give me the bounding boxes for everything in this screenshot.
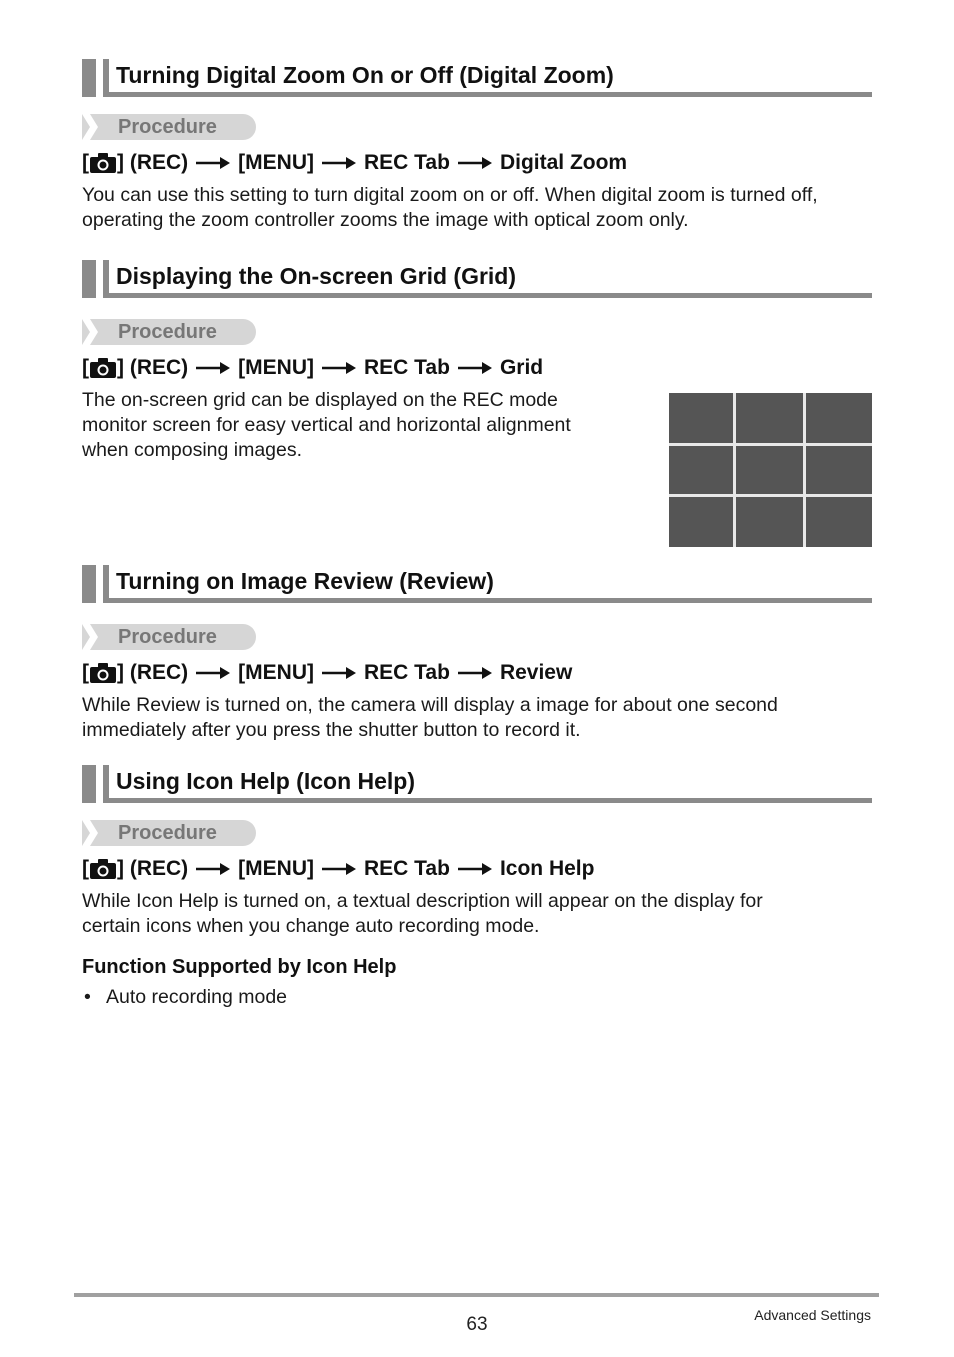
path-menu: [MENU] <box>238 356 314 379</box>
description-line: monitor screen for easy vertical and horizontal alignment <box>82 414 571 436</box>
menu-path <box>82 149 627 177</box>
right-arrow-icon <box>322 361 356 375</box>
section-heading-digital-zoom <box>82 59 872 97</box>
section-title: Using Icon Help (Icon Help) <box>116 768 416 794</box>
right-arrow-icon <box>458 156 492 170</box>
heading-rule <box>109 92 872 97</box>
menu-path <box>82 659 572 687</box>
path-tab: REC Tab <box>363 151 450 174</box>
right-arrow-icon <box>322 156 356 170</box>
procedure-text: Procedure <box>118 116 217 138</box>
right-arrow-icon <box>458 666 492 680</box>
path-menu: [MENU] <box>238 661 314 684</box>
procedure-label <box>82 319 256 345</box>
procedure-text: Procedure <box>118 321 217 343</box>
menu-path <box>82 855 594 883</box>
heading-rule <box>109 293 872 298</box>
grid-line-horizontal <box>669 443 872 446</box>
list-item-text: Auto recording mode <box>106 986 288 1008</box>
procedure-chevron-icon <box>82 319 108 345</box>
path-item: Digital Zoom <box>499 151 628 174</box>
description-line: The on-screen grid can be displayed on the REC mode <box>82 389 558 411</box>
right-arrow-icon <box>196 862 230 876</box>
path-item: Icon Help <box>499 857 595 880</box>
section-description <box>82 183 882 233</box>
footer-rule <box>74 1293 879 1297</box>
path-tab: REC Tab <box>363 857 450 880</box>
section-heading-review <box>82 565 872 603</box>
list-item <box>82 985 682 1010</box>
path-rec: ] (REC) <box>117 356 189 379</box>
heading-bar <box>82 260 96 298</box>
grid-line-vertical <box>733 393 736 547</box>
right-arrow-icon <box>322 666 356 680</box>
camera-icon <box>89 662 117 684</box>
description-line: immediately after you press the shutter button to record it. <box>82 719 581 741</box>
path-open-bracket: [ <box>82 661 89 684</box>
section-title: Turning on Image Review (Review) <box>116 568 494 594</box>
section-heading-icon-help <box>82 765 872 803</box>
section-heading-grid <box>82 260 872 298</box>
section-title: Turning Digital Zoom On or Off (Digital Zoom) <box>116 62 614 88</box>
heading-bar <box>82 59 96 97</box>
camera-icon <box>89 357 117 379</box>
grid-line-horizontal <box>669 494 872 497</box>
section-title: Displaying the On-screen Grid (Grid) <box>116 263 517 289</box>
procedure-label <box>82 114 256 140</box>
description-line: operating the zoom controller zooms the image with optical zoom only. <box>82 209 689 231</box>
right-arrow-icon <box>196 156 230 170</box>
heading-rule <box>109 598 872 603</box>
right-arrow-icon <box>458 862 492 876</box>
section-description <box>82 388 652 463</box>
description-line: You can use this setting to turn digital zoom on or off. When digital zoom is turned off, <box>82 184 818 206</box>
function-list <box>82 985 682 1010</box>
procedure-chevron-icon <box>82 820 108 846</box>
section-description <box>82 693 882 743</box>
right-arrow-icon <box>196 666 230 680</box>
page-number: 63 <box>466 1314 488 1335</box>
path-menu: [MENU] <box>238 151 314 174</box>
heading-bar <box>82 765 96 803</box>
procedure-label <box>82 820 256 846</box>
path-rec: ] (REC) <box>117 661 189 684</box>
camera-icon <box>89 858 117 880</box>
description-line: While Icon Help is turned on, a textual description will appear on the display for <box>82 890 763 912</box>
procedure-chevron-icon <box>82 114 108 140</box>
right-arrow-icon <box>458 361 492 375</box>
description-line: when composing images. <box>82 439 303 461</box>
path-open-bracket: [ <box>82 857 89 880</box>
function-heading: Function Supported by Icon Help <box>82 956 397 978</box>
heading-bar <box>82 565 96 603</box>
path-tab: REC Tab <box>363 356 450 379</box>
camera-icon <box>89 152 117 174</box>
path-item: Grid <box>499 356 544 379</box>
procedure-label <box>82 624 256 650</box>
procedure-chevron-icon <box>82 624 108 650</box>
procedure-text: Procedure <box>118 822 217 844</box>
grid-line-vertical <box>803 393 806 547</box>
path-open-bracket: [ <box>82 151 89 174</box>
footer-section-name: Advanced Settings <box>754 1307 871 1323</box>
path-rec: ] (REC) <box>117 151 189 174</box>
path-tab: REC Tab <box>363 661 450 684</box>
heading-rule <box>109 798 872 803</box>
right-arrow-icon <box>322 862 356 876</box>
procedure-text: Procedure <box>118 626 217 648</box>
path-open-bracket: [ <box>82 356 89 379</box>
path-item: Review <box>499 661 573 684</box>
section-description <box>82 889 882 939</box>
path-menu: [MENU] <box>238 857 314 880</box>
right-arrow-icon <box>196 361 230 375</box>
menu-path <box>82 354 543 382</box>
bullet: • <box>84 986 91 1008</box>
path-rec: ] (REC) <box>117 857 189 880</box>
description-line: certain icons when you change auto recording mode. <box>82 915 540 937</box>
description-line: While Review is turned on, the camera will display a image for about one second <box>82 694 778 716</box>
grid-illustration <box>669 393 872 547</box>
